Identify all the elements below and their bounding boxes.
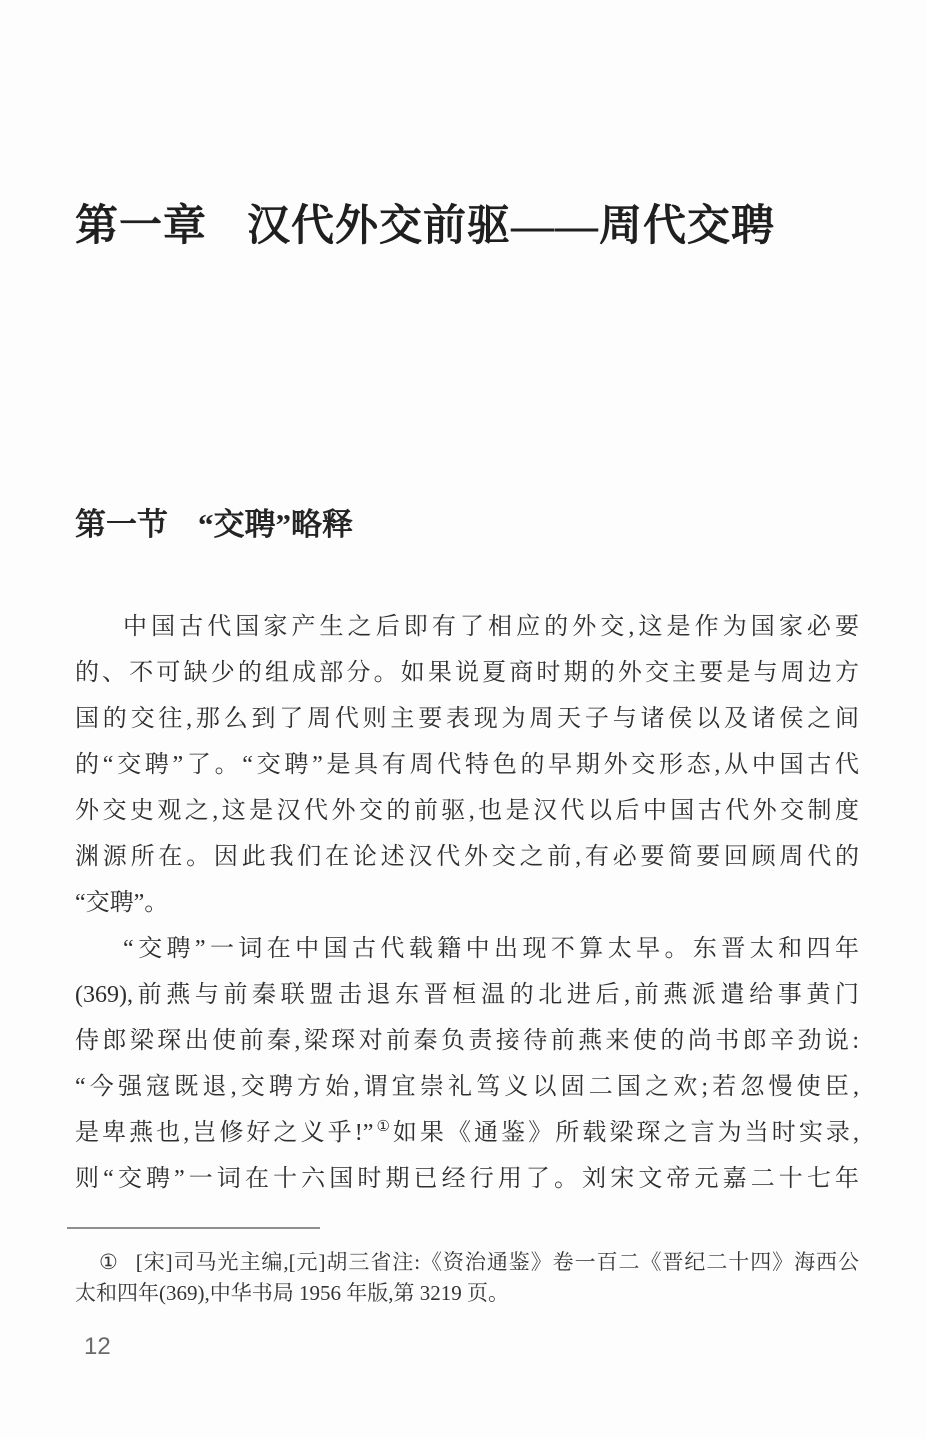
body-line: “今强寇既退,交聘方始,谓宜崇礼笃义以固二国之欢;若忽慢使臣, — [75, 1074, 859, 1100]
body-line: 则“交聘”一词在十六国时期已经行用了。刘宋文帝元嘉二十七年 — [75, 1166, 859, 1192]
footnote-line — [75, 1247, 859, 1278]
section-number-label: 第一节 — [75, 507, 168, 542]
body-line: “交聘”一词在中国古代载籍中出现不算太早。东晋太和四年 — [123, 936, 859, 962]
body-line-with-footnote-marker — [75, 1110, 859, 1156]
body-line-text: 如果《通鉴》所载梁琛之言为当时实录, — [392, 1120, 859, 1146]
section-heading — [75, 499, 859, 544]
paragraph-1 — [75, 604, 859, 926]
footnote-marker: ① — [99, 1250, 119, 1274]
body-line: (369),前燕与前秦联盟击退东晋桓温的北进后,前燕派遣给事黄门 — [75, 982, 859, 1008]
body-line: 的“交聘”了。“交聘”是具有周代特色的早期外交形态,从中国古代 — [75, 752, 859, 778]
footnote-reference-marker: ① — [373, 1119, 393, 1135]
body-line: 渊源所在。因此我们在论述汉代外交之前,有必要简要回顾周代的 — [75, 844, 859, 870]
body-line: 外交史观之,这是汉代外交的前驱,也是汉代以后中国古代外交制度 — [75, 798, 859, 824]
chapter-title — [75, 192, 859, 253]
chapter-title-text: 汉代外交前驱——周代交聘 — [247, 203, 775, 250]
body-line: 侍郎梁琛出使前秦,梁琛对前秦负责接待前燕来使的尚书郎辛劲说: — [75, 1028, 859, 1054]
footnote — [75, 1247, 859, 1309]
footnote-line: 太和四年(369),中华书局 1956 年版,第 3219 页。 — [75, 1281, 509, 1305]
body-line: “交聘”。 — [75, 890, 169, 916]
page-number: 12 — [84, 1333, 111, 1360]
body-line-text: 是卑燕也,岂修好之义乎!” — [75, 1120, 374, 1146]
chapter-number-label: 第一章 — [75, 203, 207, 250]
body-line: 国的交往,那么到了周代则主要表现为周天子与诸侯以及诸侯之间 — [75, 706, 859, 732]
body-line: 的、不可缺少的组成部分。如果说夏商时期的外交主要是与周边方 — [75, 660, 859, 686]
paragraph-2 — [75, 926, 859, 1202]
footnote-divider — [67, 1227, 320, 1229]
body-text — [75, 604, 859, 1202]
body-line: 中国古代国家产生之后即有了相应的外交,这是作为国家必要 — [123, 614, 859, 640]
footnote-text: [宋]司马光主编,[元]胡三省注:《资治通鉴》卷一百二《晋纪二十四》海西公 — [135, 1250, 859, 1274]
section-title-text: “交聘”略释 — [198, 507, 353, 542]
